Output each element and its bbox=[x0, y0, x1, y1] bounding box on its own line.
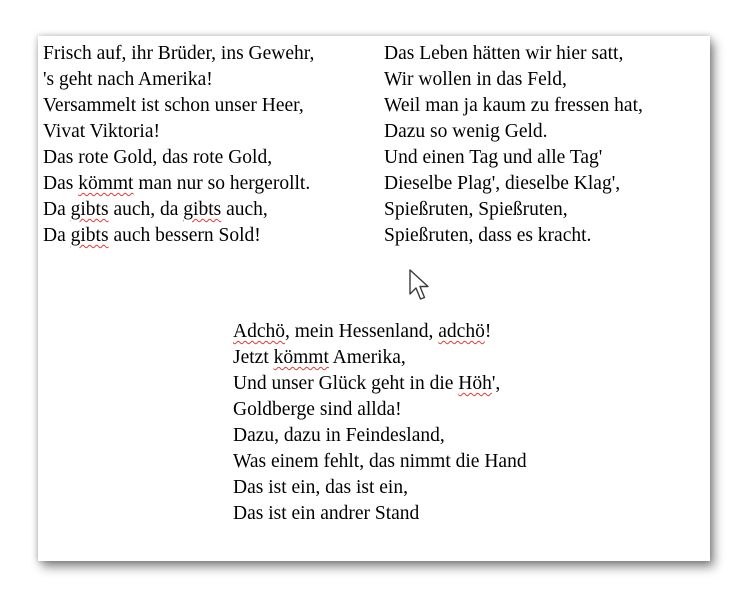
poem-stanza-1 bbox=[43, 41, 314, 249]
mouse-pointer-icon bbox=[408, 268, 430, 302]
line-text: Das ist ein, das ist ein, bbox=[233, 477, 408, 498]
poem-line bbox=[43, 171, 314, 197]
line-text: Dazu so wenig Geld. bbox=[384, 121, 548, 142]
spellcheck-flagged-word: gibts bbox=[183, 199, 222, 220]
spellcheck-flagged-word: gibts bbox=[70, 225, 109, 246]
line-text: Das rote Gold, das rote Gold, bbox=[43, 147, 273, 168]
poem-line bbox=[43, 67, 314, 93]
poem-line bbox=[233, 501, 527, 527]
poem-line bbox=[384, 93, 643, 119]
line-text: auch, bbox=[221, 199, 268, 220]
line-text: Spießruten, dass es kracht. bbox=[384, 225, 592, 246]
poem-stanza-2 bbox=[384, 41, 643, 249]
spellcheck-flagged-word: Höh bbox=[458, 373, 492, 394]
poem-line bbox=[233, 475, 527, 501]
line-text: Das Leben hätten wir hier satt, bbox=[384, 43, 624, 64]
poem-line bbox=[384, 223, 643, 249]
poem-line bbox=[384, 119, 643, 145]
line-text: Das bbox=[43, 173, 79, 194]
line-text: , mein Hessenland, bbox=[285, 321, 439, 342]
spellcheck-flagged-word: kömmt bbox=[78, 173, 134, 194]
poem-line bbox=[233, 397, 527, 423]
line-text: 's geht nach Amerika! bbox=[43, 69, 213, 90]
line-text: Dieselbe Plag', dieselbe Klag', bbox=[384, 173, 621, 194]
line-text: Spießruten, Spießruten, bbox=[384, 199, 568, 220]
poem-line bbox=[43, 197, 314, 223]
poem-line bbox=[43, 119, 314, 145]
line-text: Weil man ja kaum zu fressen hat, bbox=[384, 95, 643, 116]
spellcheck-flagged-word: Adchö bbox=[233, 321, 285, 342]
poem-line bbox=[384, 197, 643, 223]
spellcheck-flagged-word: kömmt bbox=[273, 347, 329, 368]
line-text: Da bbox=[43, 225, 71, 246]
poem-line bbox=[43, 223, 314, 249]
line-text: Das ist ein andrer Stand bbox=[233, 503, 420, 524]
poem-line bbox=[233, 449, 527, 475]
line-text: Vivat Viktoria! bbox=[43, 121, 160, 142]
line-text: Versammelt ist schon unser Heer, bbox=[43, 95, 304, 116]
poem-line bbox=[384, 41, 643, 67]
line-text: Wir wollen in das Feld, bbox=[384, 69, 567, 90]
poem-refrain bbox=[233, 319, 527, 527]
poem-line bbox=[384, 145, 643, 171]
line-text: ', bbox=[491, 373, 501, 394]
line-text: Amerika, bbox=[328, 347, 406, 368]
poem-line bbox=[384, 171, 643, 197]
spellcheck-flagged-word: adchö bbox=[438, 321, 485, 342]
line-text: Goldberge sind allda! bbox=[233, 399, 402, 420]
line-text: Und einen Tag und alle Tag' bbox=[384, 147, 603, 168]
poem-line bbox=[43, 41, 314, 67]
poem-line bbox=[233, 319, 527, 345]
poem-line bbox=[233, 345, 527, 371]
line-text: Dazu, dazu in Feindesland, bbox=[233, 425, 445, 446]
poem-line bbox=[43, 93, 314, 119]
poem-line bbox=[43, 145, 314, 171]
line-text: auch bessern Sold! bbox=[108, 225, 261, 246]
line-text: Da bbox=[43, 199, 71, 220]
spellcheck-flagged-word: gibts bbox=[70, 199, 109, 220]
poem-line bbox=[233, 371, 527, 397]
line-text: Frisch auf, ihr Brüder, ins Gewehr, bbox=[43, 43, 315, 64]
line-text: Was einem fehlt, das nimmt die Hand bbox=[233, 451, 527, 472]
line-text: auch, da bbox=[108, 199, 184, 220]
line-text: Und unser Glück geht in die bbox=[233, 373, 459, 394]
line-text: Jetzt bbox=[233, 347, 274, 368]
document-page[interactable] bbox=[38, 36, 710, 561]
line-text: ! bbox=[484, 321, 492, 342]
poem-line bbox=[384, 67, 643, 93]
poem-line bbox=[233, 423, 527, 449]
line-text: man nur so hergerollt. bbox=[133, 173, 311, 194]
